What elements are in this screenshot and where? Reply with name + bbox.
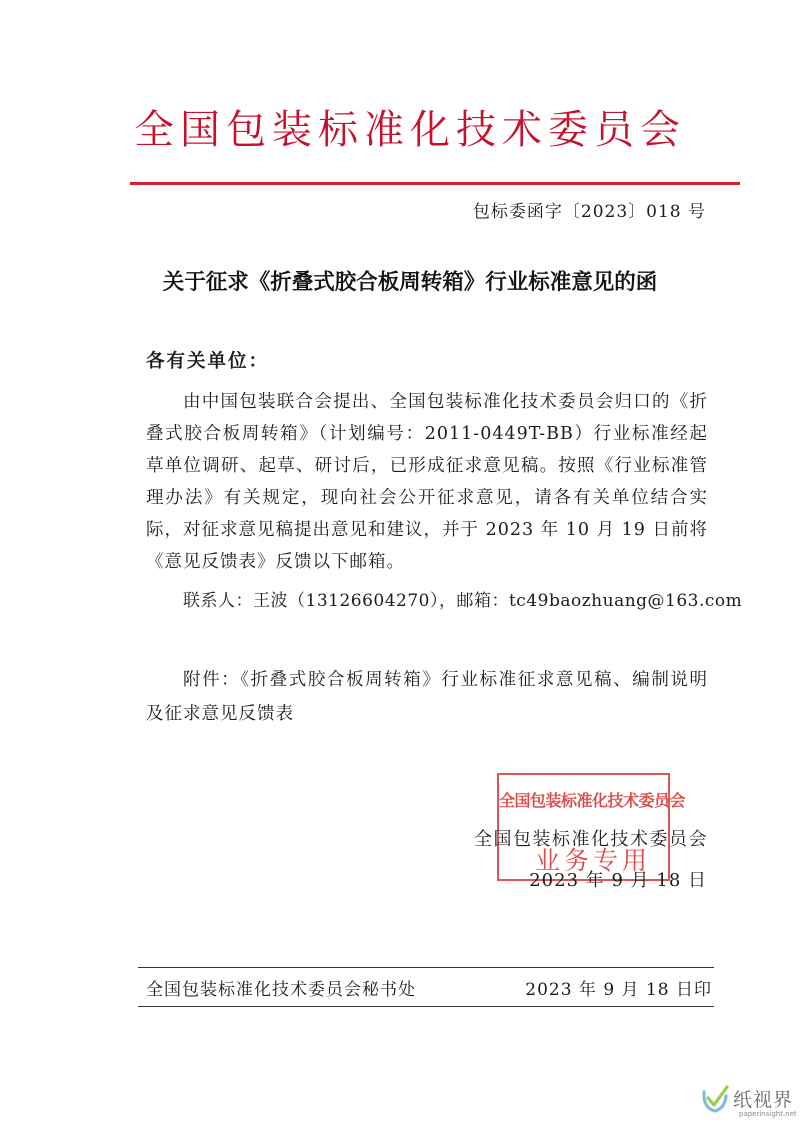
signature-date: 2023 年 9 月 18 日 — [529, 870, 707, 891]
letterhead-title: 全国包装标准化技术委员会 — [134, 107, 686, 153]
watermark — [700, 1080, 796, 1125]
watermark-name: 纸视界 — [733, 1089, 794, 1111]
body-paragraph: 由中国包装联合会提出、全国包装标准化技术委员会归口的《折叠式胶合板周转箱》（计划编号：2011-0449T-BB）行业标准经起草单位调研、起草、研讨后，已形成征求意见稿。按照《行业标准管理办法》有关规定，现向社会公开征求意见，请各有关单位结合实际，对征求意见稿提出意见和建议，并于 2023 年 10 月 19 日前将《意见反馈表》反馈以下邮箱。 — [146, 392, 708, 572]
footer-print-date: 2023 年 9 月 18 日印 — [525, 980, 712, 1000]
attachment-note: 附件：《折叠式胶合板周转箱》行业标准征求意见稿、编制说明及征求意见反馈表 — [146, 670, 708, 724]
contact-line: 联系人：王波（13126604270），邮箱：tc49baozhuang@163.com — [183, 591, 743, 611]
footer-issuer: 全国包装标准化技术委员会秘书处 — [146, 980, 416, 1000]
watermark-url: paperinsight.net — [739, 1110, 797, 1118]
salutation: 各有关单位： — [146, 351, 270, 372]
letterhead-red-rule — [130, 182, 740, 185]
letter-title: 关于征求《折叠式胶合板周转箱》行业标准意见的函 — [162, 270, 658, 295]
footer-top-rule — [138, 967, 714, 968]
paperinsight-logo-icon — [700, 1084, 730, 1114]
footer-bottom-rule — [138, 1006, 714, 1007]
stamp-bottom-text: 业务专用 — [535, 847, 652, 875]
stamp-top-text: 全国包装标准化技术委员会 — [499, 793, 686, 810]
signature-org: 全国包装标准化技术委员会 — [474, 829, 708, 850]
document-number: 包标委函字〔2023〕018 号 — [472, 202, 706, 222]
